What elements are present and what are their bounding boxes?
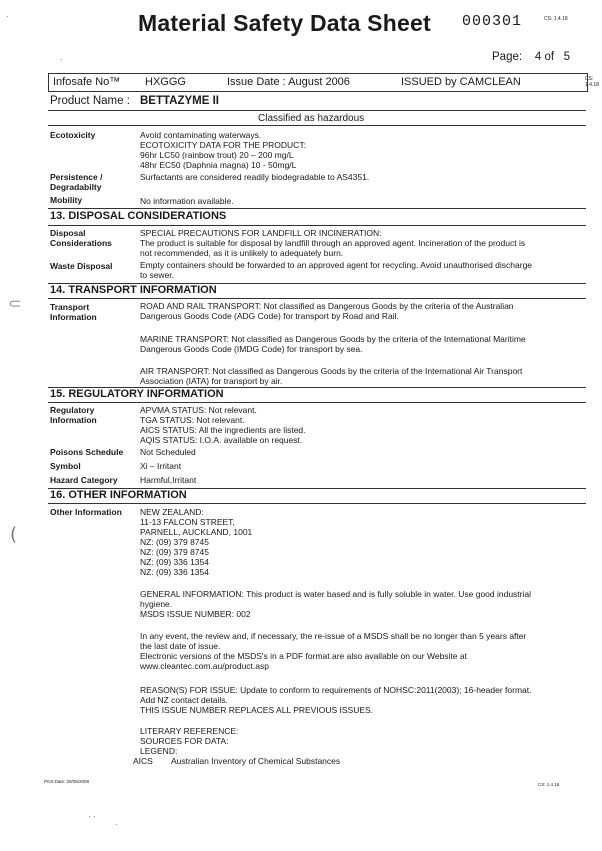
page-of: of (544, 51, 555, 63)
text-line: REASON(S) FOR ISSUE: Update to conform to requirements of NOHSC:2011(2003); 16-header format. (140, 685, 532, 695)
text-line: MARINE TRANSPORT: Not classified as Dangerous Goods by the criteria of the International Maritime (140, 334, 526, 344)
text-line: THIS ISSUE NUMBER REPLACES ALL PREVIOUS ISSUES. (140, 705, 374, 715)
waste-disposal-value (140, 260, 532, 280)
nz-contact (140, 507, 252, 577)
text-line: NZ: (09) 379 8745 (140, 537, 209, 547)
product-name-label: Product Name : (50, 95, 130, 107)
page-label: Page: (492, 51, 523, 63)
divider (48, 110, 586, 111)
text-line: LITERARY REFERENCE: (140, 726, 239, 736)
hazard-category-value: Harmful,Irritant (140, 475, 197, 485)
section-13-heading: 13. DISPOSAL CONSIDERATIONS (50, 210, 227, 222)
divider (48, 208, 586, 209)
references (140, 726, 238, 756)
text-line: NZ: (09) 336 1354 (140, 557, 209, 567)
waste-disposal-label: Waste Disposal (50, 261, 113, 271)
info-bar (48, 73, 599, 92)
text-line: AIR TRANSPORT: Not classified as Dangerous Goods by the criteria of the International Air Transport (140, 366, 523, 376)
product-code: HXGGG (145, 76, 186, 88)
divider (48, 225, 586, 226)
text-line: not recommended, as it is unlikely to adequately burn. (140, 248, 344, 258)
hazard-category-label: Hazard Category (50, 475, 118, 485)
text-line: AQIS STATUS: I.O.A. available on request. (140, 435, 303, 445)
text-line: SPECIAL PRECAUTIONS FOR LANDFILL OR INCINERATION: (140, 228, 382, 238)
text-line: PARNELL, AUCKLAND, 1001 (140, 527, 253, 537)
transport-label (50, 302, 97, 322)
text-line: NEW ZEALAND: (140, 507, 204, 517)
text-line: 48hr EC50 (Daphnia magna) 10 - 50mg/L (140, 160, 297, 170)
text-line: AICS STATUS: All the ingredients are listed. (140, 425, 306, 435)
disposal-value (140, 228, 525, 258)
text-line: Empty containers should be forwarded to an approved agent for recycling. Avoid unauthorised discharge (140, 260, 533, 270)
text-line: Add NZ contact details. (140, 695, 228, 705)
persistence-value: Surfactants are considered readily biodegradable to AS4351. (140, 172, 370, 182)
text-line: 11-13 FALCON STREET, (140, 517, 235, 527)
margin-mark: ( (10, 524, 18, 545)
section-14-heading: 14. TRANSPORT INFORMATION (50, 284, 217, 296)
footer-code: CS: 1.4.18 (538, 782, 560, 787)
scan-speck: · (60, 55, 63, 64)
text-line: 96hr LC50 (rainbow trout) 20 – 200 mg/L (140, 150, 294, 160)
ecotoxicity-value (140, 130, 306, 170)
legend-abbr: AICS (133, 756, 153, 766)
general-information (140, 589, 531, 619)
road-rail-transport (140, 301, 514, 321)
text-line: TGA STATUS: Not relevant. (140, 415, 245, 425)
ecotoxicity-label: Ecotoxicity (50, 130, 96, 140)
scan-speck: · · (88, 812, 96, 821)
document-number: 000301 (462, 13, 523, 30)
text-line: ECOTOXICITY DATA FOR THE PRODUCT: (140, 140, 306, 150)
disposal-label (50, 228, 112, 248)
page-current: 4 (534, 51, 542, 63)
scan-speck: · (115, 820, 118, 829)
text-line: In any event, the review and, if necessary, the re-issue of a MSDS shall be no longer than 5 years after (140, 631, 527, 641)
air-transport (140, 366, 522, 386)
text-line: LEGEND: (140, 746, 178, 756)
text-line: NZ: (09) 336 1354 (140, 567, 209, 577)
document-title: Material Safety Data Sheet (138, 10, 431, 36)
divider (48, 503, 586, 504)
divider (48, 125, 586, 126)
infobar-code: CS: 1.4.18 (585, 76, 599, 88)
other-information-label: Other Information (50, 507, 122, 517)
document-code: CS: 1.4.18 (544, 16, 568, 22)
label-line: Regulatory (50, 405, 95, 415)
text-line: Association (IATA) for transport by air. (140, 376, 283, 386)
label-line: Disposal (50, 228, 86, 238)
margin-mark: ⸦ (6, 294, 24, 315)
classification: Classified as hazardous (258, 113, 365, 124)
divider (48, 298, 586, 299)
section-16-heading: 16. OTHER INFORMATION (50, 489, 187, 501)
label-line: Transport (50, 302, 90, 312)
section-15-heading: 15. REGULATORY INFORMATION (50, 388, 224, 400)
mobility-value: No information available. (140, 196, 234, 206)
text-line: GENERAL INFORMATION: This product is water based and is fully soluble in water. Use good industrial (140, 589, 532, 599)
text-line: The product is suitable for disposal by landfill through an approved agent. Incineration of the product is (140, 238, 526, 248)
issue-date: Issue Date : August 2006 (227, 76, 350, 88)
label-line: Information (50, 415, 97, 425)
regulatory-label (50, 405, 97, 425)
legend-desc: Australian Inventory of Chemical Substances (171, 756, 341, 766)
label-line: Degradabilty (50, 182, 102, 192)
page-indicator (492, 51, 570, 63)
mobility-label: Mobility (50, 195, 83, 205)
divider (48, 402, 586, 403)
label-line: Information (50, 312, 97, 322)
regulatory-value (140, 405, 306, 445)
marine-transport (140, 334, 526, 354)
text-line: APVMA STATUS: Not relevant. (140, 405, 257, 415)
scan-speck: · (6, 12, 9, 21)
text-line: NZ: (09) 379 8745 (140, 547, 209, 557)
poisons-schedule-value: Not Scheduled (140, 447, 196, 457)
text-line: ROAD AND RAIL TRANSPORT: Not classified as Dangerous Goods by the criteria of the Australian (140, 301, 514, 311)
persistence-label (50, 172, 102, 192)
text-line: Dangerous Goods Code (IMDG Code) for transport by sea. (140, 344, 363, 354)
symbol-value: Xi – Irritant (140, 461, 182, 471)
text-line: to sewer. (140, 270, 175, 280)
reason-for-issue (140, 685, 531, 715)
text-line: SOURCES FOR DATA: (140, 736, 229, 746)
label-line: Persistence / (50, 172, 103, 182)
text-line: Electronic versions of the MSDS's in a PDF format are also available on our Website at (140, 651, 467, 661)
text-line: MSDS ISSUE NUMBER: 002 (140, 609, 251, 619)
label-line: Considerations (50, 238, 112, 248)
text-line: the last date of issue. (140, 641, 221, 651)
text-line: Dangerous Goods Code (ADG Code) for transport by Road and Rail. (140, 311, 399, 321)
text-line: hygiene. (140, 599, 173, 609)
review-information (140, 631, 526, 671)
text-line: Avoid contaminating waterways. (140, 130, 262, 140)
print-date: Print Date: 20/06/2008 (44, 779, 90, 784)
product-name-value: BETTAZYME II (140, 95, 220, 107)
poisons-schedule-label: Poisons Schedule (50, 447, 124, 457)
page-total: 5 (563, 51, 571, 63)
issued-by: ISSUED by CAMCLEAN (401, 76, 521, 88)
symbol-label: Symbol (50, 461, 81, 471)
website-url: www.cleantec.com.au/product.asp (140, 661, 269, 671)
infosafe-label: Infosafe No™ (53, 76, 121, 88)
